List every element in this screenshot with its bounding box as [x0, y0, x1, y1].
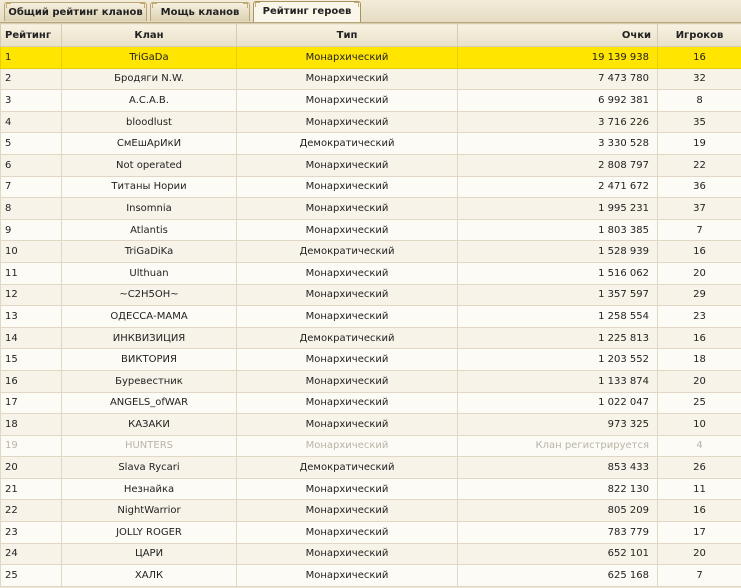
rank-cell: 11: [1, 262, 62, 284]
clan-name-cell: ~C2H5OH~: [62, 284, 237, 306]
players-count-cell: 20: [658, 543, 741, 565]
clan-type-cell: Монархический: [237, 219, 458, 241]
score-cell: 853 433: [458, 457, 658, 479]
players-count-cell: 23: [658, 306, 741, 328]
clan-name-cell: ХАЛК: [62, 565, 237, 587]
rank-cell: 8: [1, 198, 62, 220]
players-count-cell: 26: [658, 457, 741, 479]
clan-type-cell: Монархический: [237, 68, 458, 90]
clan-type-cell: Демократический: [237, 133, 458, 155]
tab-hero-rating[interactable]: [253, 1, 361, 22]
players-count-cell: 7: [658, 219, 741, 241]
clan-name-cell: Insomnia: [62, 198, 237, 220]
clan-name-cell: Буревестник: [62, 370, 237, 392]
clan-rating-table: [0, 23, 741, 587]
score-cell: 1 203 552: [458, 349, 658, 371]
rank-cell: 9: [1, 219, 62, 241]
table-row[interactable]: [1, 478, 741, 500]
clan-type-cell: Монархический: [237, 414, 458, 436]
table-row[interactable]: [1, 306, 741, 328]
table-row[interactable]: [1, 327, 741, 349]
column-header-type[interactable]: Тип: [237, 24, 458, 47]
rank-cell: 6: [1, 154, 62, 176]
clan-name-cell: bloodlust: [62, 111, 237, 133]
clan-name-cell: Not operated: [62, 154, 237, 176]
players-count-cell: 10: [658, 414, 741, 436]
score-cell: 3 716 226: [458, 111, 658, 133]
score-cell: Клан регистрируется: [458, 435, 658, 457]
rank-cell: 19: [1, 435, 62, 457]
table-row[interactable]: [1, 90, 741, 112]
clan-type-cell: Монархический: [237, 500, 458, 522]
score-cell: 1 133 874: [458, 370, 658, 392]
players-count-cell: 16: [658, 500, 741, 522]
clan-type-cell: Демократический: [237, 457, 458, 479]
tab-label: Общий рейтинг кланов: [8, 7, 143, 18]
players-count-cell: 16: [658, 327, 741, 349]
rank-cell: 23: [1, 522, 62, 544]
score-cell: 1 528 939: [458, 241, 658, 263]
rank-cell: 10: [1, 241, 62, 263]
clan-type-cell: Монархический: [237, 349, 458, 371]
clan-type-cell: Монархический: [237, 306, 458, 328]
clan-name-cell: TriGaDa: [62, 47, 237, 69]
players-count-cell: 4: [658, 435, 741, 457]
players-count-cell: 20: [658, 262, 741, 284]
table-row[interactable]: [1, 370, 741, 392]
tab-overall-clan-rating[interactable]: [4, 2, 147, 21]
clan-type-cell: Монархический: [237, 284, 458, 306]
clan-type-cell: Монархический: [237, 370, 458, 392]
players-count-cell: 18: [658, 349, 741, 371]
score-cell: 1 803 385: [458, 219, 658, 241]
score-cell: 625 168: [458, 565, 658, 587]
rank-cell: 15: [1, 349, 62, 371]
clan-name-cell: ИНКВИЗИЦИЯ: [62, 327, 237, 349]
score-cell: 2 471 672: [458, 176, 658, 198]
score-cell: 3 330 528: [458, 133, 658, 155]
players-count-cell: 29: [658, 284, 741, 306]
players-count-cell: 20: [658, 370, 741, 392]
clan-name-cell: Slava Rycari: [62, 457, 237, 479]
score-cell: 822 130: [458, 478, 658, 500]
clan-name-cell: ОДЕССА-МАМА: [62, 306, 237, 328]
rank-cell: 3: [1, 90, 62, 112]
clan-name-cell: NightWarrior: [62, 500, 237, 522]
tab-label: Мощь кланов: [160, 7, 240, 18]
rank-cell: 14: [1, 327, 62, 349]
table-row[interactable]: [1, 500, 741, 522]
rank-cell: 1: [1, 47, 62, 69]
table-row[interactable]: [1, 262, 741, 284]
players-count-cell: 16: [658, 47, 741, 69]
clan-name-cell: JOLLY ROGER: [62, 522, 237, 544]
players-count-cell: 7: [658, 565, 741, 587]
clan-type-cell: Монархический: [237, 90, 458, 112]
rank-cell: 7: [1, 176, 62, 198]
rank-cell: 17: [1, 392, 62, 414]
tab-label: Рейтинг героев: [262, 6, 352, 17]
score-cell: 973 325: [458, 414, 658, 436]
players-count-cell: 19: [658, 133, 741, 155]
clan-name-cell: СмЕшАрИкИ: [62, 133, 237, 155]
players-count-cell: 37: [658, 198, 741, 220]
rank-cell: 24: [1, 543, 62, 565]
score-cell: 1 258 554: [458, 306, 658, 328]
clan-name-cell: TriGaDiKa: [62, 241, 237, 263]
clan-type-cell: Монархический: [237, 47, 458, 69]
clan-type-cell: Демократический: [237, 241, 458, 263]
players-count-cell: 8: [658, 90, 741, 112]
rank-cell: 13: [1, 306, 62, 328]
clan-type-cell: Монархический: [237, 154, 458, 176]
clan-type-cell: Монархический: [237, 478, 458, 500]
table-row[interactable]: [1, 457, 741, 479]
clan-name-cell: ЦАРИ: [62, 543, 237, 565]
clan-type-cell: Монархический: [237, 565, 458, 587]
clan-name-cell: КАЗАКИ: [62, 414, 237, 436]
rank-cell: 18: [1, 414, 62, 436]
players-count-cell: 25: [658, 392, 741, 414]
players-count-cell: 32: [658, 68, 741, 90]
players-count-cell: 36: [658, 176, 741, 198]
clan-name-cell: Незнайка: [62, 478, 237, 500]
players-count-cell: 17: [658, 522, 741, 544]
rank-cell: 2: [1, 68, 62, 90]
players-count-cell: 11: [658, 478, 741, 500]
clan-type-cell: Демократический: [237, 327, 458, 349]
players-count-cell: 22: [658, 154, 741, 176]
table-row[interactable]: [1, 543, 741, 565]
tab-bar: [0, 0, 741, 23]
score-cell: 2 808 797: [458, 154, 658, 176]
clan-name-cell: ANGELS_ofWAR: [62, 392, 237, 414]
table-header-row: [1, 24, 741, 47]
score-cell: 783 779: [458, 522, 658, 544]
table-row[interactable]: [1, 565, 741, 587]
table-row[interactable]: [1, 435, 741, 457]
clan-type-cell: Монархический: [237, 111, 458, 133]
clan-name-cell: A.C.A.B.: [62, 90, 237, 112]
table-row[interactable]: [1, 284, 741, 306]
table-row[interactable]: [1, 349, 741, 371]
score-cell: 652 101: [458, 543, 658, 565]
score-cell: 1 995 231: [458, 198, 658, 220]
table-row[interactable]: [1, 176, 741, 198]
table-row[interactable]: [1, 522, 741, 544]
table-row[interactable]: [1, 241, 741, 263]
column-header-rank[interactable]: Рейтинг: [1, 24, 62, 47]
clan-name-cell: ВИКТОРИЯ: [62, 349, 237, 371]
rank-cell: 25: [1, 565, 62, 587]
score-cell: 1 225 813: [458, 327, 658, 349]
clan-name-cell: HUNTERS: [62, 435, 237, 457]
players-count-cell: 35: [658, 111, 741, 133]
clan-name-cell: Atlantis: [62, 219, 237, 241]
table-row[interactable]: [1, 111, 741, 133]
table-row[interactable]: [1, 154, 741, 176]
table-row[interactable]: [1, 68, 741, 90]
score-cell: 1 357 597: [458, 284, 658, 306]
table-body: [1, 47, 741, 587]
clan-name-cell: Бродяги N.W.: [62, 68, 237, 90]
rank-cell: 20: [1, 457, 62, 479]
rank-cell: 16: [1, 370, 62, 392]
rank-cell: 22: [1, 500, 62, 522]
table-row[interactable]: [1, 47, 741, 69]
rank-cell: 21: [1, 478, 62, 500]
table-row[interactable]: [1, 133, 741, 155]
column-header-score[interactable]: Очки: [458, 24, 658, 47]
clan-type-cell: Монархический: [237, 262, 458, 284]
rank-cell: 5: [1, 133, 62, 155]
players-count-cell: 16: [658, 241, 741, 263]
score-cell: 19 139 938: [458, 47, 658, 69]
column-header-clan[interactable]: Клан: [62, 24, 237, 47]
rank-cell: 4: [1, 111, 62, 133]
score-cell: 7 473 780: [458, 68, 658, 90]
table-row[interactable]: [1, 219, 741, 241]
clan-type-cell: Монархический: [237, 543, 458, 565]
column-header-players[interactable]: Игроков: [658, 24, 741, 47]
score-cell: 1 022 047: [458, 392, 658, 414]
clan-name-cell: Титаны Нории: [62, 176, 237, 198]
score-cell: 6 992 381: [458, 90, 658, 112]
clan-type-cell: Монархический: [237, 435, 458, 457]
clan-type-cell: Монархический: [237, 392, 458, 414]
rank-cell: 12: [1, 284, 62, 306]
clan-type-cell: Монархический: [237, 522, 458, 544]
clan-type-cell: Монархический: [237, 198, 458, 220]
clan-type-cell: Монархический: [237, 176, 458, 198]
table-row[interactable]: [1, 392, 741, 414]
tab-clan-power[interactable]: [150, 2, 250, 21]
score-cell: 1 516 062: [458, 262, 658, 284]
table-row[interactable]: [1, 414, 741, 436]
clan-name-cell: Ulthuan: [62, 262, 237, 284]
score-cell: 805 209: [458, 500, 658, 522]
table-row[interactable]: [1, 198, 741, 220]
